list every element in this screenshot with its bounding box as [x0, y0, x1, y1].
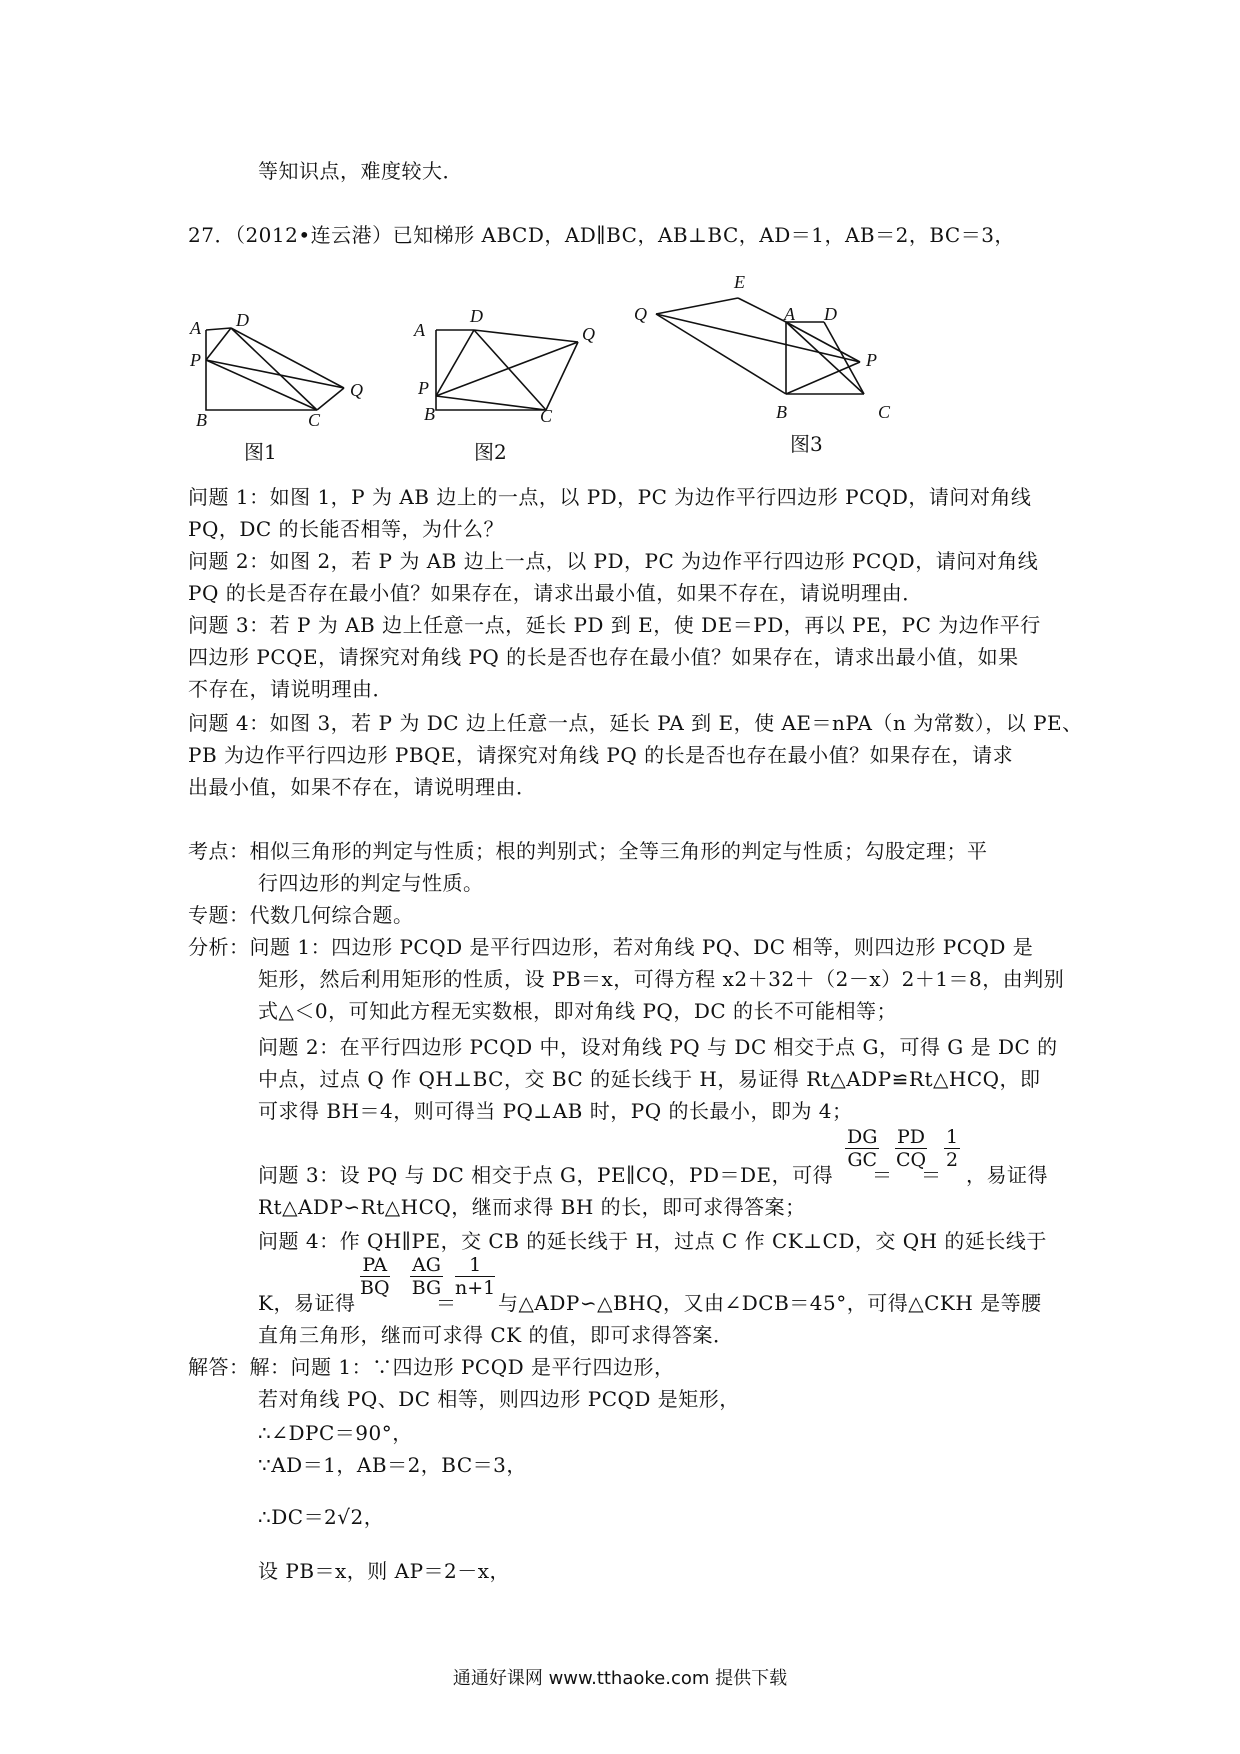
fig2-label-C: C: [540, 406, 553, 426]
fig2-label-P: P: [418, 378, 429, 398]
fig1-label-D: D: [236, 310, 249, 330]
fraction-denominator: BQ: [360, 1277, 390, 1299]
fraction-numerator: PD: [897, 1126, 926, 1148]
fraction-denominator: GC: [847, 1149, 878, 1171]
text-line: 不存在，请说明理由．: [188, 677, 393, 701]
fraction-denominator: n+1: [455, 1277, 496, 1299]
text-line: PB 为边作平行四边形 PBQE，请探究对角线 PQ 的长是否也存在最小值？如果存在，请求: [188, 743, 1014, 767]
fraction-numerator: 1: [455, 1254, 495, 1277]
fraction-numerator: AG: [412, 1254, 441, 1276]
fig2-label-D: D: [470, 306, 483, 326]
fig3-label-E: E: [734, 272, 745, 292]
inline-fraction: [944, 1126, 960, 1171]
fig1-label-C: C: [308, 410, 321, 430]
text-line: 分析：问题 1：四边形 PCQD 是平行四边形，若对角线 PQ、DC 相等，则四边形 PCQD 是: [188, 935, 1034, 959]
text-line: 问题 4：如图 3，若 P 为 DC 边上任意一点，延长 PA 到 E，使 AE＝nPA（n 为常数），以 PE、: [188, 711, 1083, 735]
fraction-denominator: BG: [411, 1277, 442, 1299]
text-line: ∵AD＝1，AB＝2，BC＝3，: [258, 1453, 527, 1477]
fig1-label-A: A: [190, 318, 201, 338]
fig1-label-B: B: [196, 410, 207, 430]
text-line: PQ，DC 的长能否相等，为什么？: [188, 517, 505, 541]
text-line: 行四边形的判定与性质。: [258, 871, 484, 895]
text-line: 矩形，然后利用矩形的性质，设 PB＝x，可得方程 x2＋32＋（2－x）2＋1＝8，由判别: [258, 967, 1065, 991]
text-line: 等知识点，难度较大．: [258, 159, 463, 183]
figure-2-diagram: [410, 300, 610, 440]
text-line: 问题 3：设 PQ 与 DC 相交于点 G，PE∥CQ，PD＝DE，可得: [258, 1163, 834, 1187]
text-line: 考点：相似三角形的判定与性质；根的判别式；全等三角形的判定与性质；勾股定理；平: [188, 839, 988, 863]
text-line: ，易证得: [966, 1163, 1048, 1187]
text-line: Rt△ADP∽Rt△HCQ，继而求得 BH 的长，即可求得答案；: [258, 1195, 806, 1219]
text-line: 问题 3：若 P 为 AB 边上任意一点，延长 PD 到 E，使 DE＝PD，再以 PE，PC 为边作平行: [188, 613, 1041, 637]
fraction-denominator: 2: [946, 1149, 959, 1171]
fig2-caption: 图2: [474, 440, 507, 464]
fig2-label-Q: Q: [582, 324, 595, 344]
fig1-label-Q: Q: [350, 380, 363, 400]
text-line: 解答：解：问题 1：∵四边形 PCQD 是平行四边形，: [188, 1355, 675, 1379]
fig3-label-P: P: [866, 350, 877, 370]
text-line: 专题：代数几何综合题。: [188, 903, 414, 927]
fraction-numerator: DG: [847, 1126, 878, 1148]
fraction-numerator: 1: [946, 1126, 959, 1148]
text-line: K，易证得: [258, 1291, 356, 1315]
text-line: 问题 4：作 QH∥PE，交 CB 的延长线于 H，过点 C 作 CK⊥CD，交 QH 的延长线于: [258, 1229, 1047, 1253]
text-line: 出最小值，如果不存在，请说明理由．: [188, 775, 537, 799]
fig3-label-B: B: [776, 402, 787, 422]
fig3-caption: 图3: [790, 432, 823, 456]
fig3-label-A: A: [784, 304, 795, 324]
fig2-label-B: B: [424, 404, 435, 424]
fig2-label-A: A: [414, 320, 425, 340]
fraction-equals: ＝: [872, 1163, 893, 1187]
text-line: ∴DC＝2√2，: [258, 1505, 385, 1529]
text-line: 问题 2：在平行四边形 PCQD 中，设对角线 PQ 与 DC 相交于点 G，可得 G 是 DC 的: [258, 1035, 1058, 1059]
fig1-caption: 图1: [244, 440, 277, 464]
figure-3-diagram: [640, 280, 920, 420]
text-line: 27．（2012•连云港）已知梯形 ABCD，AD∥BC，AB⊥BC，AD＝1，AB＝2，BC＝3，: [188, 223, 1015, 247]
figure-1-diagram: [180, 300, 380, 440]
text-line: 可求得 BH＝4，则可得当 PQ⊥AB 时，PQ 的长最小，即为 4；: [258, 1099, 853, 1123]
inline-fraction: [360, 1254, 390, 1299]
fraction-denominator: CQ: [895, 1149, 927, 1171]
text-line: 四边形 PCQE，请探究对角线 PQ 的长是否也存在最小值？如果存在，请求出最小值，如果: [188, 645, 1019, 669]
text-line: 直角三角形，继而可求得 CK 的值，即可求得答案．: [258, 1323, 734, 1347]
text-line: 式△＜0，可知此方程无实数根，即对角线 PQ，DC 的长不可能相等；: [258, 999, 898, 1023]
text-line: ∴∠DPC＝90°，: [258, 1421, 413, 1445]
fig1-label-P: P: [190, 350, 201, 370]
text-line: 中点，过点 Q 作 QH⊥BC，交 BC 的延长线于 H，易证得 Rt△ADP≌Rt△HCQ，即: [258, 1067, 1041, 1091]
fig3-label-D: D: [824, 304, 837, 324]
text-line: 设 PB＝x，则 AP＝2－x，: [258, 1559, 511, 1583]
text-line: 问题 1：如图 1，P 为 AB 边上的一点，以 PD，PC 为边作平行四边形 PCQD，请问对角线: [188, 485, 1032, 509]
fig3-label-Q: Q: [634, 304, 647, 324]
inline-fraction: [455, 1254, 495, 1299]
text-line: PQ 的长是否存在最小值？如果存在，请求出最小值，如果不存在，请说明理由．: [188, 581, 923, 605]
fraction-numerator: PA: [360, 1254, 390, 1277]
text-line: 与△ADP∽△BHQ，又由∠DCB＝45°，可得△CKH 是等腰: [498, 1291, 1042, 1315]
fig3-label-C: C: [878, 402, 891, 422]
fraction-equals: ＝: [921, 1163, 942, 1187]
page-footer: 通通好课网 www.tthaoke.com 提供下载: [452, 1668, 788, 1689]
fraction-equals: ＝: [436, 1291, 457, 1315]
text-line: 若对角线 PQ、DC 相等，则四边形 PCQD 是矩形，: [258, 1387, 740, 1411]
text-line: 问题 2：如图 2，若 P 为 AB 边上一点，以 PD，PC 为边作平行四边形 PCQD，请问对角线: [188, 549, 1039, 573]
